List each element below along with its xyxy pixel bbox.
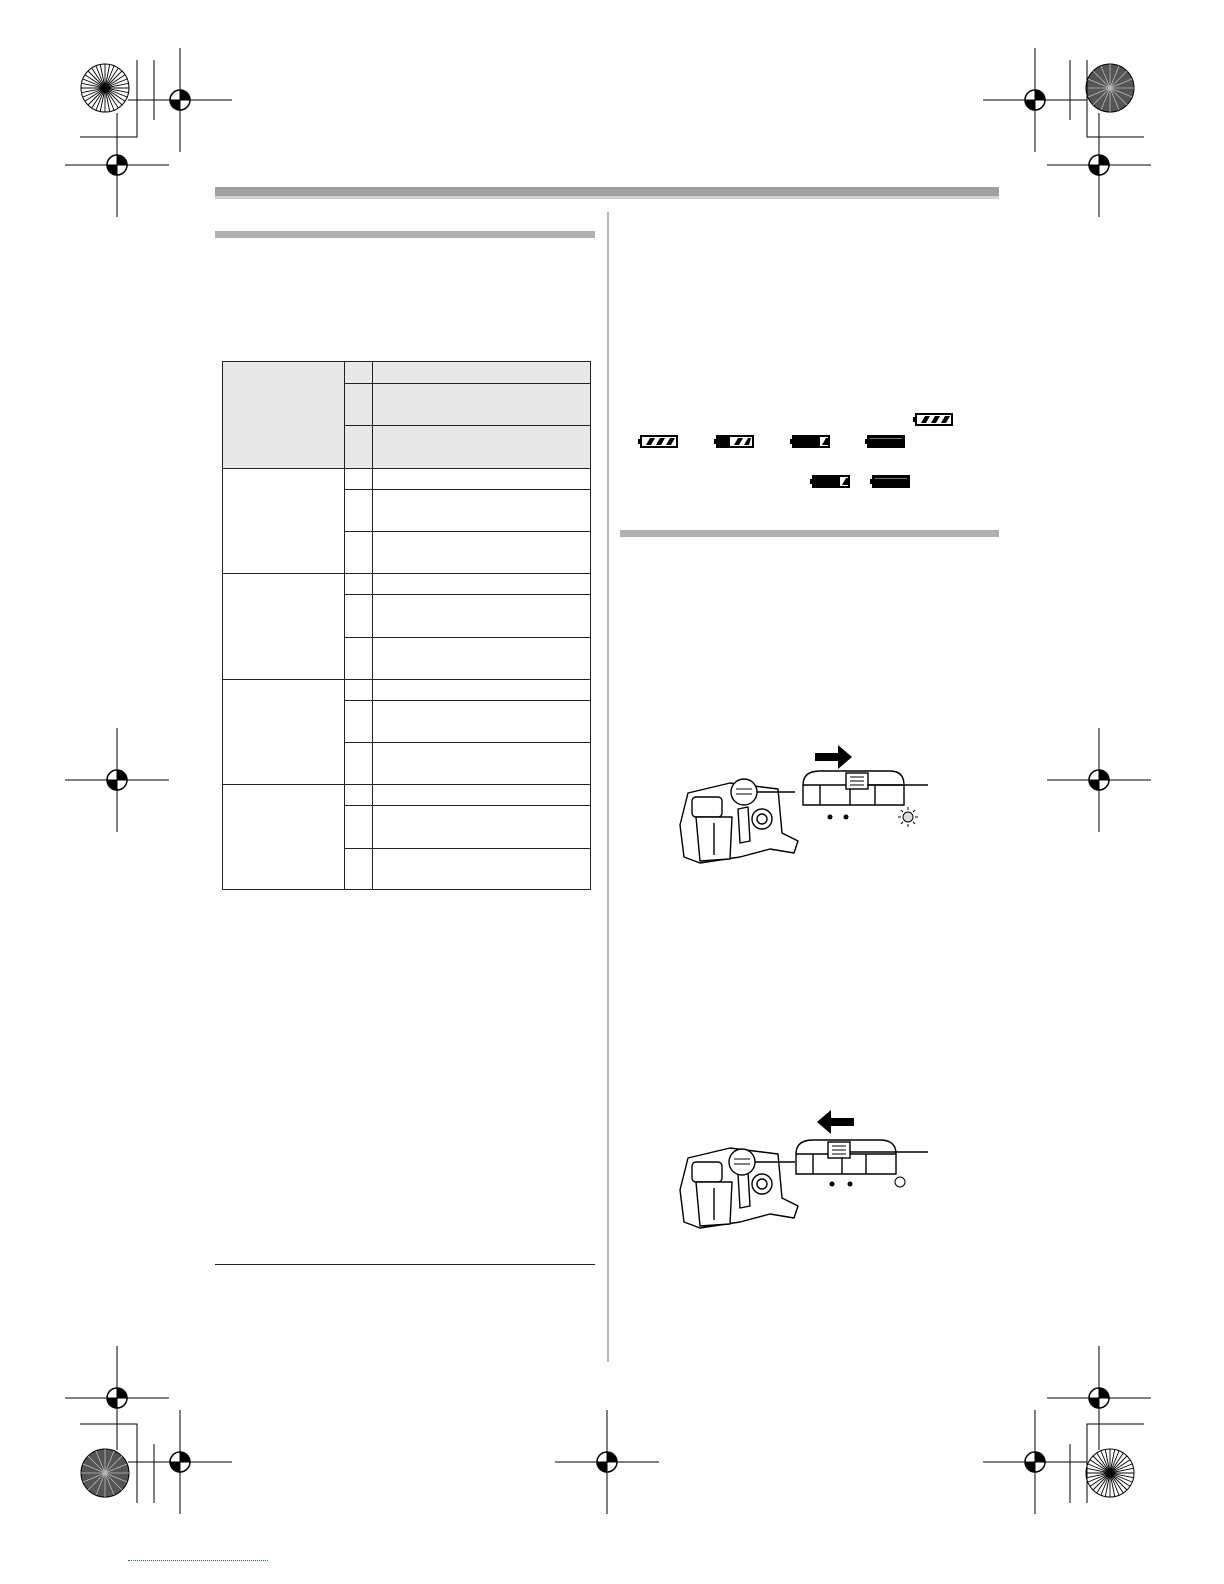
battery-indicators [630, 405, 970, 495]
table-cell [373, 531, 591, 573]
table-cell [345, 595, 373, 637]
battery-full-icon [913, 413, 953, 426]
table-cell [373, 574, 591, 595]
table-cell [373, 806, 591, 848]
footnote-rule [215, 1264, 595, 1265]
table-cell [373, 489, 591, 531]
table-row [223, 679, 591, 700]
table-group-cell [223, 362, 345, 469]
lamp-lit-icon [898, 807, 918, 827]
table-row [223, 785, 591, 806]
table-row [223, 362, 591, 384]
table-group-cell [223, 468, 345, 574]
spec-table [222, 361, 591, 890]
table-cell [345, 848, 373, 889]
dotted-link-line [128, 1560, 268, 1561]
table-cell [345, 531, 373, 573]
table-group-cell [223, 574, 345, 680]
page-header-underline [215, 196, 999, 199]
table-cell [373, 595, 591, 637]
table-row [223, 468, 591, 489]
table-group-cell [223, 679, 345, 785]
table-cell [345, 743, 373, 785]
table-cell [345, 679, 373, 700]
table-cell [373, 384, 591, 426]
table-cell [345, 637, 373, 679]
camcorder-power-on-figure [670, 745, 950, 870]
battery-three-quarter-icon [638, 435, 678, 448]
table-cell [373, 468, 591, 489]
table-row [223, 574, 591, 595]
table-cell [373, 362, 591, 384]
table-cell [373, 785, 591, 806]
table-cell [345, 384, 373, 426]
table-cell [373, 426, 591, 468]
column-divider [607, 212, 609, 1362]
section-heading-bar-right [620, 530, 999, 537]
table-cell [373, 743, 591, 785]
arrow-right-icon [815, 745, 852, 769]
battery-empty-icon [870, 475, 910, 488]
lamp-off-icon [895, 1177, 905, 1187]
table-cell [345, 806, 373, 848]
table-cell [345, 574, 373, 595]
table-cell [345, 785, 373, 806]
table-cell [345, 489, 373, 531]
battery-empty-icon [865, 435, 905, 448]
camcorder-power-off-figure [670, 1110, 950, 1235]
arrow-left-icon [817, 1110, 854, 1134]
table-cell [345, 468, 373, 489]
table-cell [373, 700, 591, 742]
table-cell [345, 362, 373, 384]
table-cell [345, 426, 373, 468]
table-group-cell [223, 785, 345, 890]
battery-half-icon [714, 435, 754, 448]
battery-low-icon [810, 475, 850, 488]
table-cell [373, 679, 591, 700]
table-cell [373, 848, 591, 889]
page-header-band [215, 187, 999, 196]
table-cell [373, 637, 591, 679]
table-cell [345, 700, 373, 742]
battery-low-icon [790, 435, 830, 448]
section-heading-bar-left [215, 231, 595, 238]
